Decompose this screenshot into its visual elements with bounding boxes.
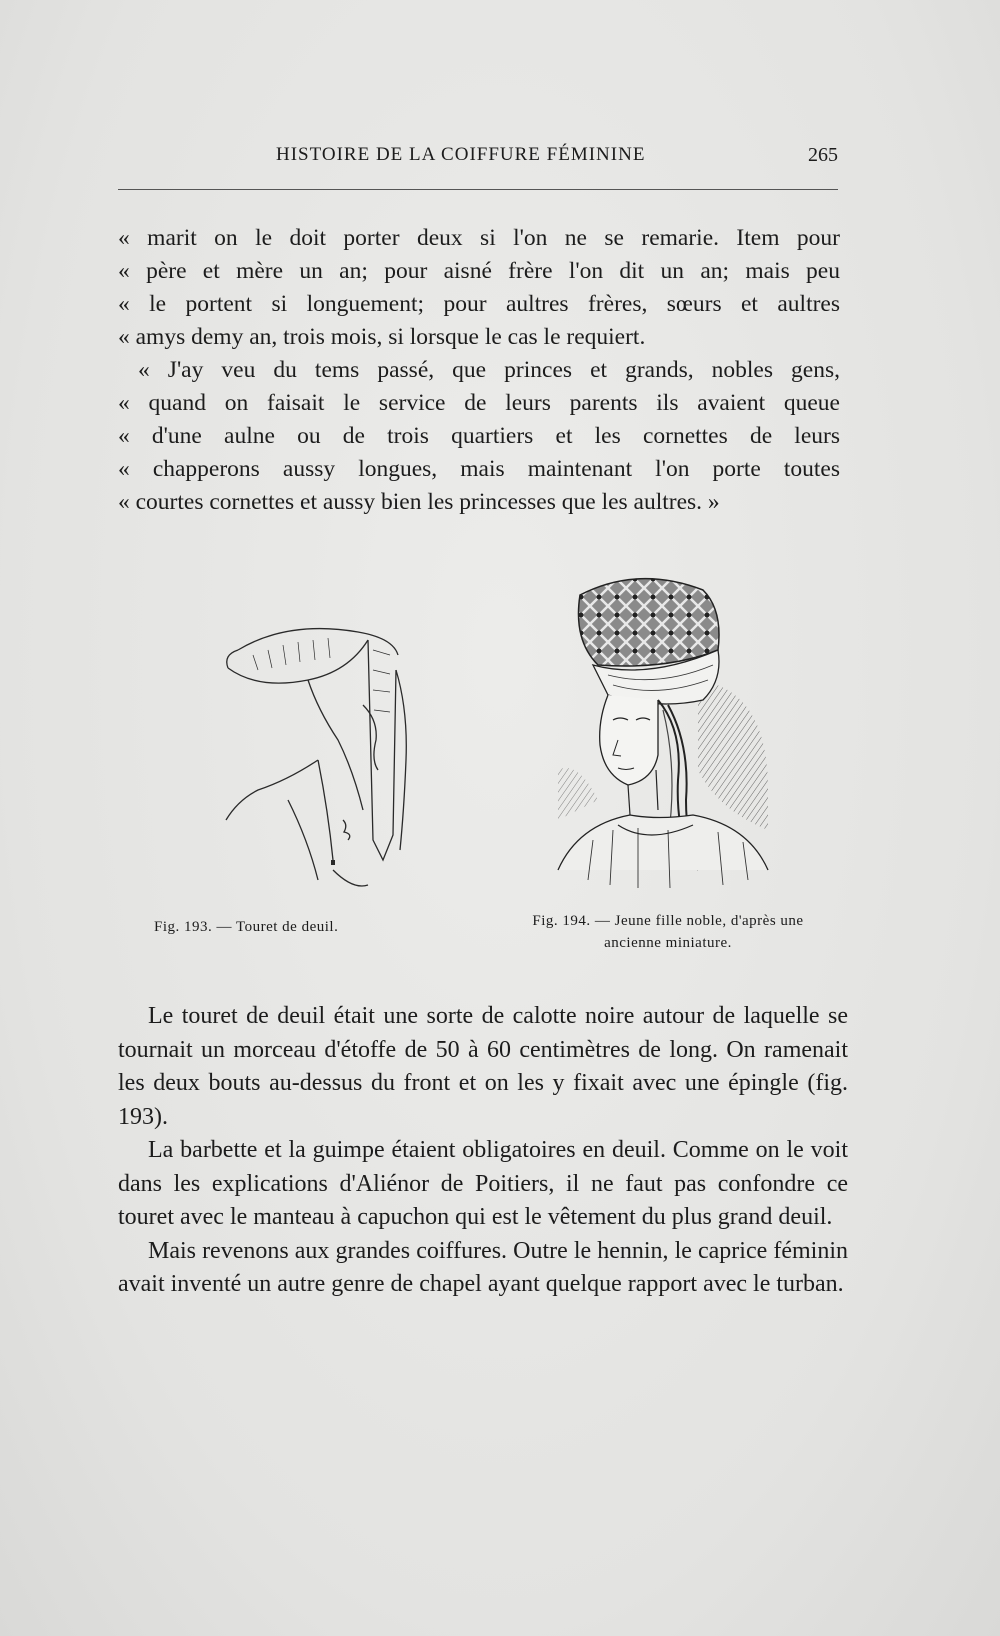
figures-area [118, 570, 840, 970]
fig194-caption-line1: Fig. 194. — Jeune fille noble, d'après une [532, 913, 804, 929]
quote-line: « marit on le doit porter deux si l'on ne se remarie. Item pour [118, 225, 840, 251]
quoted-passage [118, 222, 840, 519]
fig194-illustration [518, 570, 818, 900]
quote-line: « le portent si longuement; pour aultres frères, sœurs et aultres [118, 291, 840, 317]
paragraph: Mais revenons aux grandes coiffures. Outre le hennin, le caprice féminin avait inventé un autre genre de chapel ayant quelque rapport avec le turban. [118, 1237, 848, 1297]
paragraph: Le touret de deuil était une sorte de calotte noire autour de laquelle se tournait un morceau d'étoffe de 50 à 60 centimètres de long. On ramenait les deux bouts au-dessus du front et on les y fixait avec une épingle (fig. 193). [118, 1003, 848, 1130]
page-number: 265 [808, 144, 838, 166]
quote-line: « d'une aulne ou de trois quartiers et les cornettes de leurs [118, 423, 840, 449]
quote-line: « amys demy an, trois mois, si lorsque le cas le requiert. [118, 324, 646, 350]
header-rule [118, 189, 838, 190]
quote-line: « chapperons aussy longues, mais maintenant l'on porte toutes [118, 456, 840, 482]
quote-line: « courtes cornettes et aussy bien les princesses que les aultres. » [118, 489, 720, 515]
body-text [118, 1000, 848, 1302]
fig194-caption [498, 910, 838, 954]
fig193-illustration [168, 610, 478, 900]
quote-line: « quand on faisait le service de leurs parents ils avaient queue [118, 390, 840, 416]
running-title: HISTOIRE DE LA COIFFURE FÉMININE [276, 144, 646, 165]
fig193-caption: Fig. 193. — Touret de deuil. [154, 919, 339, 935]
running-head [118, 144, 838, 174]
quote-line: « J'ay veu du tems passé, que princes et grands, nobles gens, [138, 357, 840, 383]
quote-line: « père et mère un an; pour aisné frère l'on dit un an; mais peu [118, 258, 840, 284]
paragraph: La barbette et la guimpe étaient obligatoires en deuil. Comme on le voit dans les explications d'Aliénor de Poitiers, il ne faut pas confondre ce touret avec le manteau à capuchon qui est le vêtement du plus grand deuil. [118, 1137, 848, 1230]
fig194-caption-line2: ancienne miniature. [604, 935, 732, 951]
